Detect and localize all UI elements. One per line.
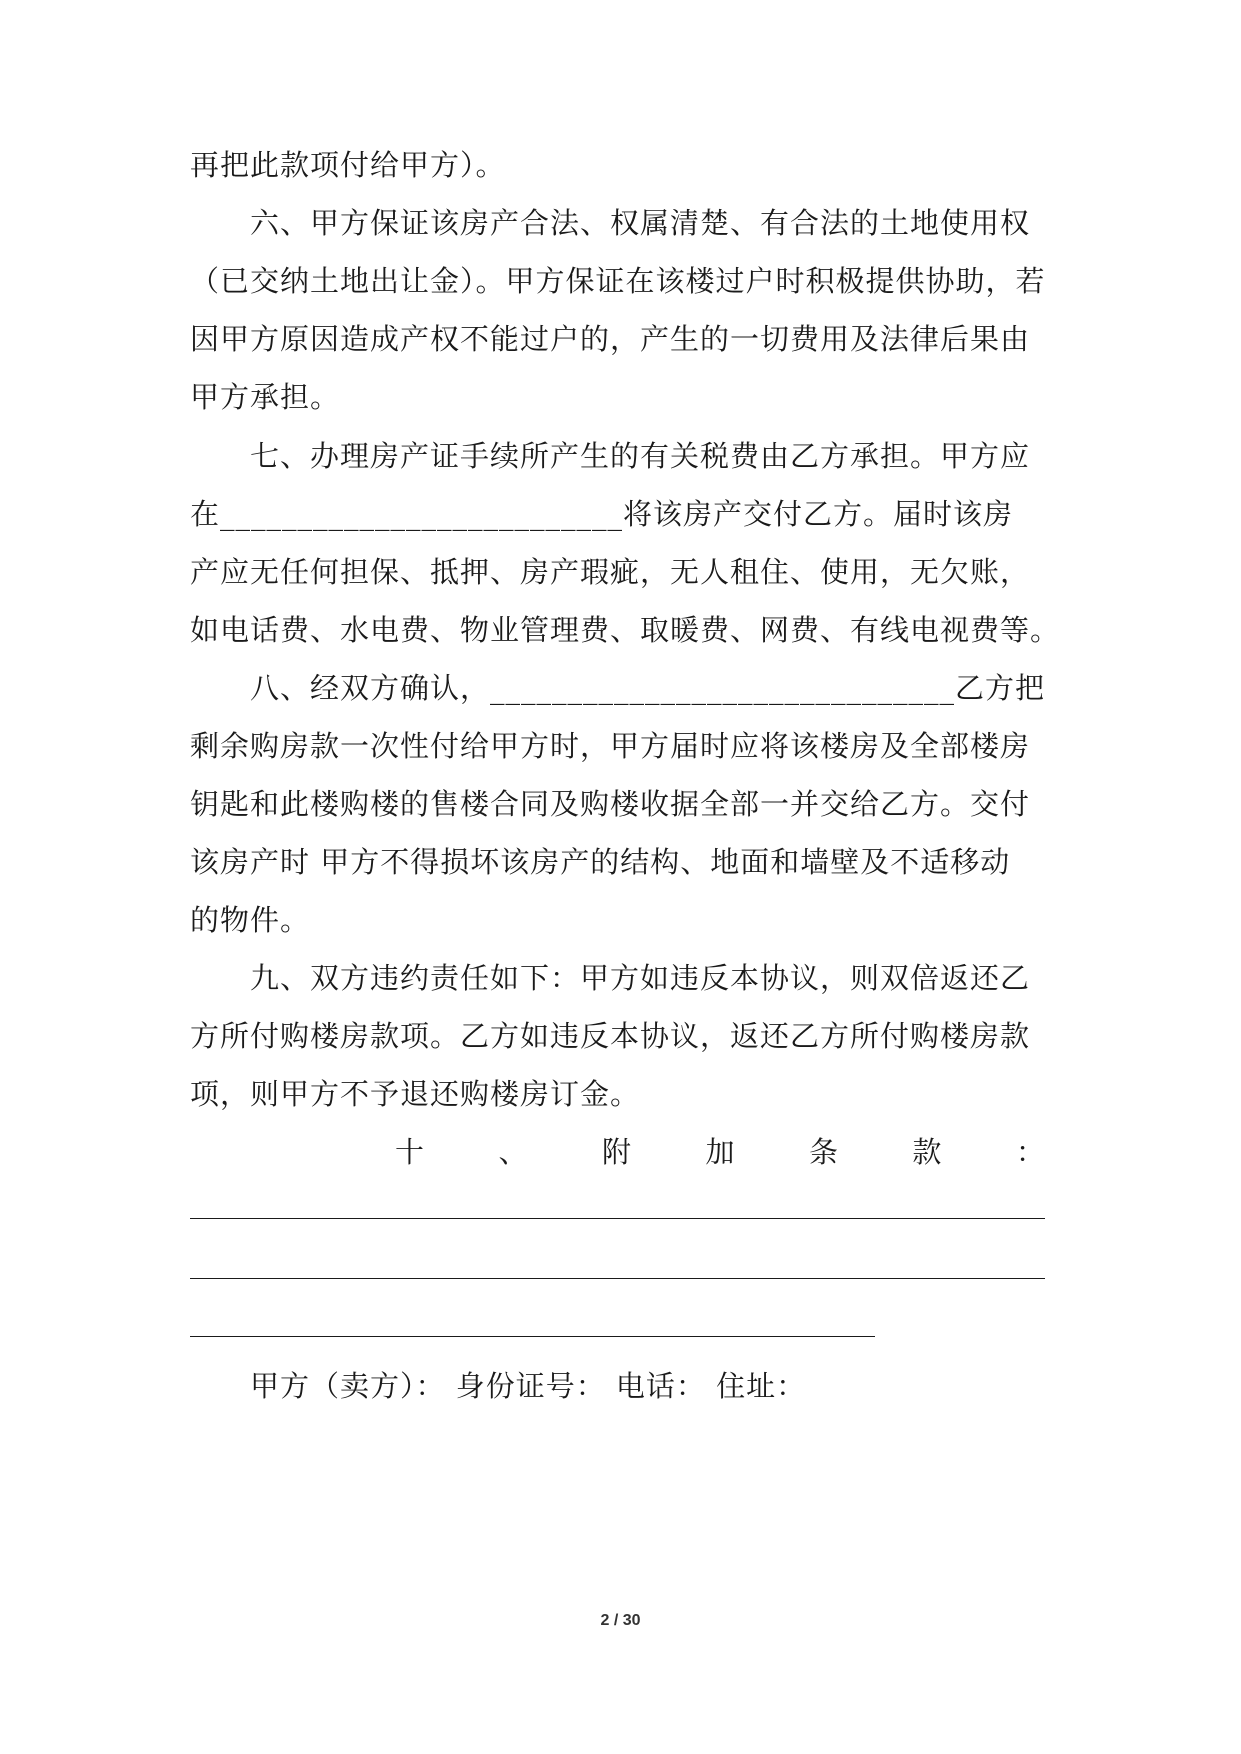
clause-10-heading xyxy=(395,1132,1045,1172)
heading-char: 附 xyxy=(601,1135,631,1169)
paragraph-line: 剩余购房款一次性付给甲方时，甲方届时应将该楼房及全部楼房 xyxy=(190,729,1031,763)
clause-7-line: 七、办理房产证手续所产生的有关税费由乙方承担。甲方应 xyxy=(250,439,1031,473)
paragraph-line: 在__________________________将该房产交付乙方。届时该房 xyxy=(190,497,1014,531)
heading-char: 款 xyxy=(912,1135,942,1169)
page-number: 2 / 30 xyxy=(600,1612,641,1629)
paragraph-line: 该房产时 甲方不得损坏该房产的结构、地面和墙壁及不适移动 xyxy=(190,845,1011,879)
paragraph-line: 再把此款项付给甲方）。 xyxy=(190,148,506,182)
heading-char: 、 xyxy=(498,1135,528,1169)
paragraph-line: 如电话费、水电费、物业管理费、取暖费、网费、有线电视费等。 xyxy=(190,613,1061,647)
paragraph-line: 甲方承担。 xyxy=(190,380,341,414)
paragraph-line: 钥匙和此楼购楼的售楼合同及购楼收据全部一并交给乙方。交付 xyxy=(190,787,1031,821)
paragraph-line: 因甲方原因造成产权不能过户的，产生的一切费用及法律后果由 xyxy=(190,322,1031,356)
blank-fill-line xyxy=(190,1278,1045,1279)
signature-fields: 甲方（卖方）： 身份证号： 电话： 住址： xyxy=(250,1369,807,1403)
clause-9-line: 九、双方违约责任如下：甲方如违反本协议，则双倍返还乙 xyxy=(250,961,1031,995)
paragraph-line: （已交纳土地出让金）。甲方保证在该楼过户时积极提供协助，若 xyxy=(190,264,1046,298)
clause-6-line: 六、甲方保证该房产合法、权属清楚、有合法的土地使用权 xyxy=(250,206,1031,240)
paragraph-line: 产应无任何担保、抵押、房产瑕疵，无人租住、使用，无欠账， xyxy=(190,555,1031,589)
heading-char: 十 xyxy=(395,1135,425,1169)
blank-fill-line xyxy=(190,1336,875,1337)
heading-char: 条 xyxy=(808,1135,838,1169)
paragraph-line: 项，则甲方不予退还购楼房订金。 xyxy=(190,1077,641,1111)
blank-fill-line xyxy=(190,1218,1045,1219)
paragraph-line: 的物件。 xyxy=(190,903,311,937)
clause-8-line: 八、经双方确认，______________________________乙方把 xyxy=(250,671,1046,705)
paragraph-line: 方所付购楼房款项。乙方如违反本协议，返还乙方所付购楼房款 xyxy=(190,1019,1031,1053)
heading-char: 加 xyxy=(705,1135,735,1169)
heading-char: ： xyxy=(1015,1135,1045,1169)
